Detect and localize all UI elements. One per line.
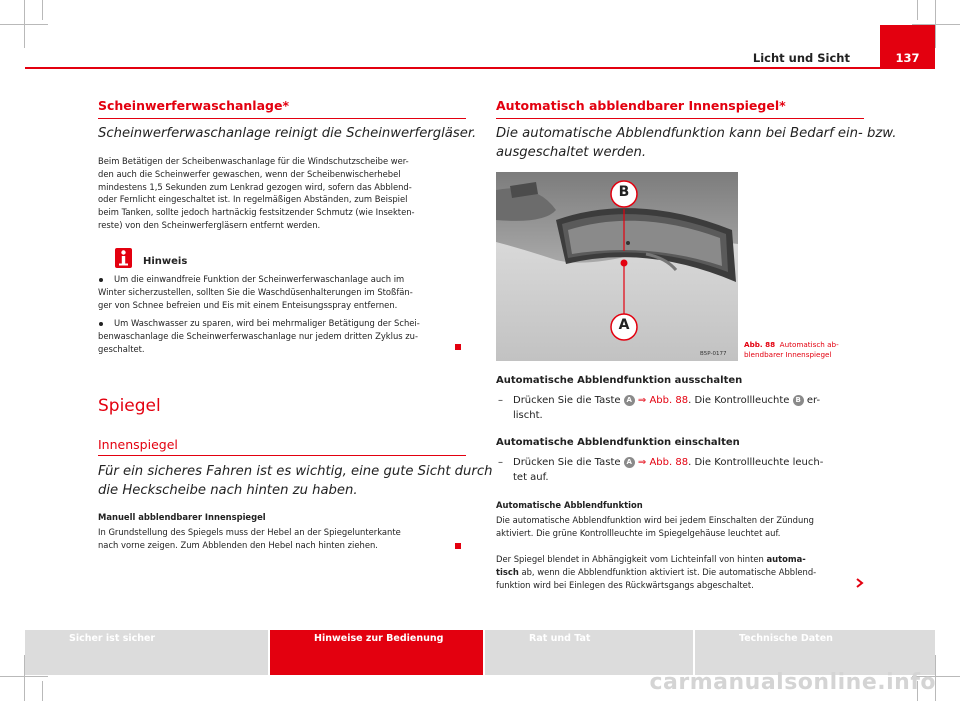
caption-line: Automatisch ab- — [779, 340, 839, 349]
footer-tab-safety[interactable]: Sicher ist sicher — [25, 630, 268, 675]
figure-code: B5P-0177 — [700, 351, 727, 357]
note-line: geschaltet. — [98, 343, 145, 354]
header-rule — [25, 67, 935, 69]
note-line: Winter sicherzustellen, sollten Sie die Waschdüsenhalterungen im Stoßfän- — [98, 286, 413, 297]
section-title-inner-mirror: Innenspiegel — [98, 437, 178, 452]
bullet — [99, 278, 103, 282]
callout-a: A — [618, 317, 630, 333]
body-line: beim Tanken, sollte jedoch hartnäckig festsitzender Schmutz (wie Insekten- — [98, 207, 415, 218]
section-body — [496, 553, 868, 591]
crop-mark — [42, 0, 43, 20]
subheading: Manuell abblendbarer Innenspiegel — [98, 512, 266, 522]
lead-line: Die automatische Abblendfunktion kann bei Bedarf ein- bzw. — [496, 126, 897, 141]
watermark: carmanualsonline.info — [649, 670, 936, 695]
body-text-bold: tisch — [496, 566, 519, 577]
body-line: oder Fernlicht eingeschaltet ist. In regelmäßigen Abständen, zum Beispiel — [98, 194, 408, 205]
step-dash: – — [498, 395, 503, 406]
section-end-marker — [455, 344, 461, 350]
body-line: Die automatische Abblendfunktion wird bei jedem Einschalten der Zündung — [496, 515, 814, 525]
body-line: mindestens 1,5 Sekunden zum Lenkrad gezogen wird, sofern das Abblend- — [98, 181, 412, 192]
step-text: lischt. — [513, 410, 543, 421]
indicator-b-marker: B — [793, 395, 804, 406]
button-a-marker: A — [624, 457, 635, 468]
section-lead: Scheinwerferwaschanlage reinigt die Scheinwerfergläser. — [98, 126, 477, 141]
step-text: . Die Kontrollleuchte — [688, 395, 790, 406]
section-rule — [496, 118, 864, 119]
footer-tab-technical-data[interactable]: Technische Daten — [695, 630, 935, 675]
body-line: aktiviert. Die grüne Kontrollleuchte im Spiegelgehäuse leuchtet auf. — [496, 527, 781, 538]
step-off — [496, 393, 866, 423]
figure-reference-link[interactable]: ⇒ Abb. 88 — [637, 395, 689, 406]
section-lead — [98, 462, 492, 500]
subheading-on: Automatische Abblendfunktion einschalten — [496, 437, 740, 448]
figure-reference-link[interactable]: ⇒ Abb. 88 — [637, 457, 689, 468]
section-rule — [98, 455, 466, 456]
subheading-function: Automatische Abblendfunktion — [496, 500, 643, 510]
body-text: Der Spiegel blendet in Abhängigkeit vom Lichteinfall von hinten — [496, 554, 764, 564]
section-end-marker — [455, 543, 461, 549]
page-number: 137 — [895, 51, 920, 65]
chapter-title: Spiegel — [98, 396, 161, 416]
note-item — [98, 273, 470, 311]
caption-line: blendbarer Innenspiegel — [744, 349, 832, 359]
caption-number: Abb. 88 — [744, 340, 776, 349]
continue-arrow-icon — [856, 578, 864, 588]
step-dash: – — [498, 457, 503, 468]
footer-tab-operation[interactable]: Hinweise zur Bedienung — [270, 630, 483, 675]
crop-mark — [917, 0, 918, 20]
step-text: Drücken Sie die Taste — [513, 457, 621, 468]
section-title-headlight-washer: Scheinwerferwaschanlage* — [98, 98, 289, 113]
section-title-auto-dimming: Automatisch abblendbarer Innenspiegel* — [496, 98, 786, 113]
info-hand-icon — [115, 248, 132, 268]
lead-line: ausgeschaltet werden. — [496, 145, 647, 160]
body-line: In Grundstellung des Spiegels muss der Hebel an der Spiegelunterkante — [98, 527, 401, 537]
crop-mark — [935, 0, 936, 48]
section-lead — [496, 124, 896, 162]
bullet — [99, 322, 103, 326]
note-title: Hinweis — [143, 256, 188, 267]
callout-b: B — [618, 184, 630, 200]
step-on — [496, 455, 866, 485]
section-rule — [98, 118, 466, 119]
section-body — [496, 514, 868, 540]
body-line: funktion wird bei Einlegen des Rückwärtsgangs abgeschaltet. — [496, 579, 754, 590]
step-text: . Die Kontrollleuchte leuch- — [688, 457, 824, 468]
section-body — [98, 155, 470, 232]
body-line: nach vorne zeigen. Zum Abblenden den Hebel nach hinten ziehen. — [98, 539, 378, 550]
figure-caption — [744, 340, 839, 359]
note-line: benwaschanlage die Scheinwerferwaschanlage nur jedem dritten Zyklus zu- — [98, 330, 419, 341]
note-line: Um die einwandfreie Funktion der Scheinwerferwaschanlage auch im — [114, 274, 405, 284]
body-line: Beim Betätigen der Scheibenwaschanlage für die Windschutzscheibe wer- — [98, 156, 409, 166]
step-text: tet auf. — [513, 472, 549, 483]
note-line: ger von Schnee befreien und Eis mit einem Enteisungsspray entfernen. — [98, 299, 398, 310]
body-line: reste) von den Scheinwerfergläsern entfernt werden. — [98, 219, 321, 230]
lead-line: die Heckscheibe nach hinten zu haben. — [98, 483, 358, 498]
body-text-bold: automa- — [766, 554, 806, 564]
subheading-off: Automatische Abblendfunktion ausschalten — [496, 375, 743, 386]
body-line: den auch die Scheinwerfer gewaschen, wenn der Scheibenwischerhebel — [98, 168, 401, 179]
button-a-marker: A — [624, 395, 635, 406]
section-body — [98, 526, 470, 552]
crop-mark — [24, 0, 25, 48]
body-text: ab, wenn die Abblendfunktion aktiviert ist. Die automatische Abblend- — [521, 566, 817, 577]
running-header-title: Licht und Sicht — [752, 51, 850, 65]
crop-mark — [42, 681, 43, 701]
step-text: er- — [806, 395, 821, 406]
note-line: Um Waschwasser zu sparen, wird bei mehrmaliger Betätigung der Schei- — [114, 318, 420, 328]
lead-line: Für ein sicheres Fahren ist es wichtig, eine gute Sicht durch — [98, 464, 493, 479]
step-text: Drücken Sie die Taste — [513, 395, 621, 406]
note-item — [98, 317, 470, 355]
footer-tab-advice[interactable]: Rat und Tat — [485, 630, 693, 675]
